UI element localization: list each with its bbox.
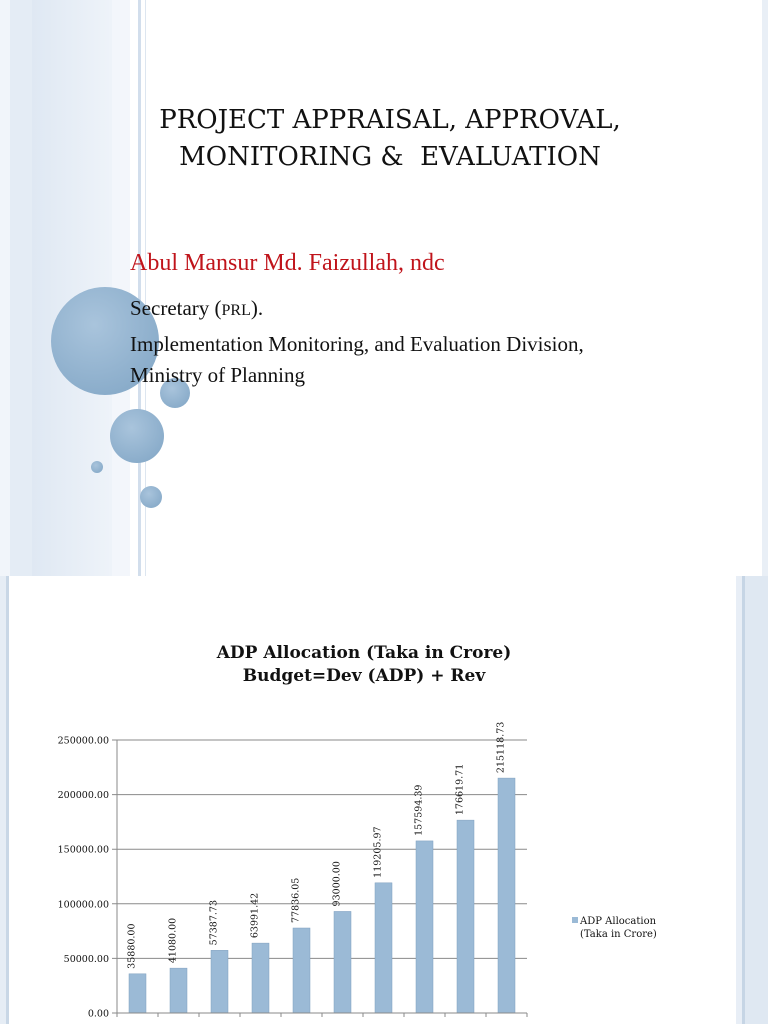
decor-circle [110,409,164,463]
bar-data-label: 119205.97 [372,826,384,878]
author-division: Implementation Monitoring, and Evaluation Division, Ministry of Planning [130,332,584,387]
chart-title: ADP Allocation (Taka in Crore) [216,643,512,663]
role-prefix: Secretary ( [130,296,222,320]
legend-swatch [572,917,578,923]
y-tick-label: 100000.00 [57,899,109,911]
bar [375,883,392,1013]
title-line: MONITORING & EVALUATION [179,142,601,172]
bar [170,968,187,1013]
bar-data-label: 157594.39 [413,784,425,836]
y-tick-label: 50000.00 [63,953,109,965]
bar-data-label: 77836.05 [290,877,302,924]
role-suffix: ). [250,296,264,320]
y-tick-label: 200000.00 [57,790,109,802]
role-abbr: PRL [221,302,251,319]
title-line: PROJECT APPRAISAL, APPROVAL, [159,105,621,135]
bar [334,911,351,1013]
author-role [130,293,263,326]
bar [457,820,474,1013]
decor-circle [140,486,162,508]
bar [293,928,310,1013]
bar [416,841,433,1013]
decor-stripe [0,0,10,576]
legend-label: ADP Allocation [580,916,657,927]
bar-data-label: 93000.00 [331,861,343,907]
bar-data-label: 35880.00 [126,923,138,969]
legend-label: (Taka in Crore) [580,929,657,940]
chart-subtitle: Budget=Dev (ADP) + Rev [242,666,486,686]
bar [129,974,146,1013]
y-tick-label: 150000.00 [57,844,109,856]
bar-data-label: 215118.73 [495,721,507,774]
slide-title [120,102,660,176]
bar-data-label: 176619.71 [454,763,466,816]
decor-stripe [762,0,768,576]
decor-circle [91,461,103,473]
decor-stripe [138,0,141,576]
author-name: Abul Mansur Md. Faizullah, ndc [130,250,445,276]
bar-data-label: 41080.00 [167,917,179,964]
decor-stripe [10,0,32,576]
bar-data-label: 63991.42 [249,892,261,939]
adp-bar-chart [0,576,736,1024]
chart-slide [0,576,768,1024]
bar [252,943,269,1013]
y-tick-label: 0.00 [87,1008,109,1020]
plot-area [58,722,657,1020]
bar [498,778,515,1013]
y-tick-label: 250000.00 [57,735,109,747]
decor-stripe [745,576,768,1024]
bar [211,950,228,1013]
bar-data-label: 57387.73 [208,899,220,946]
